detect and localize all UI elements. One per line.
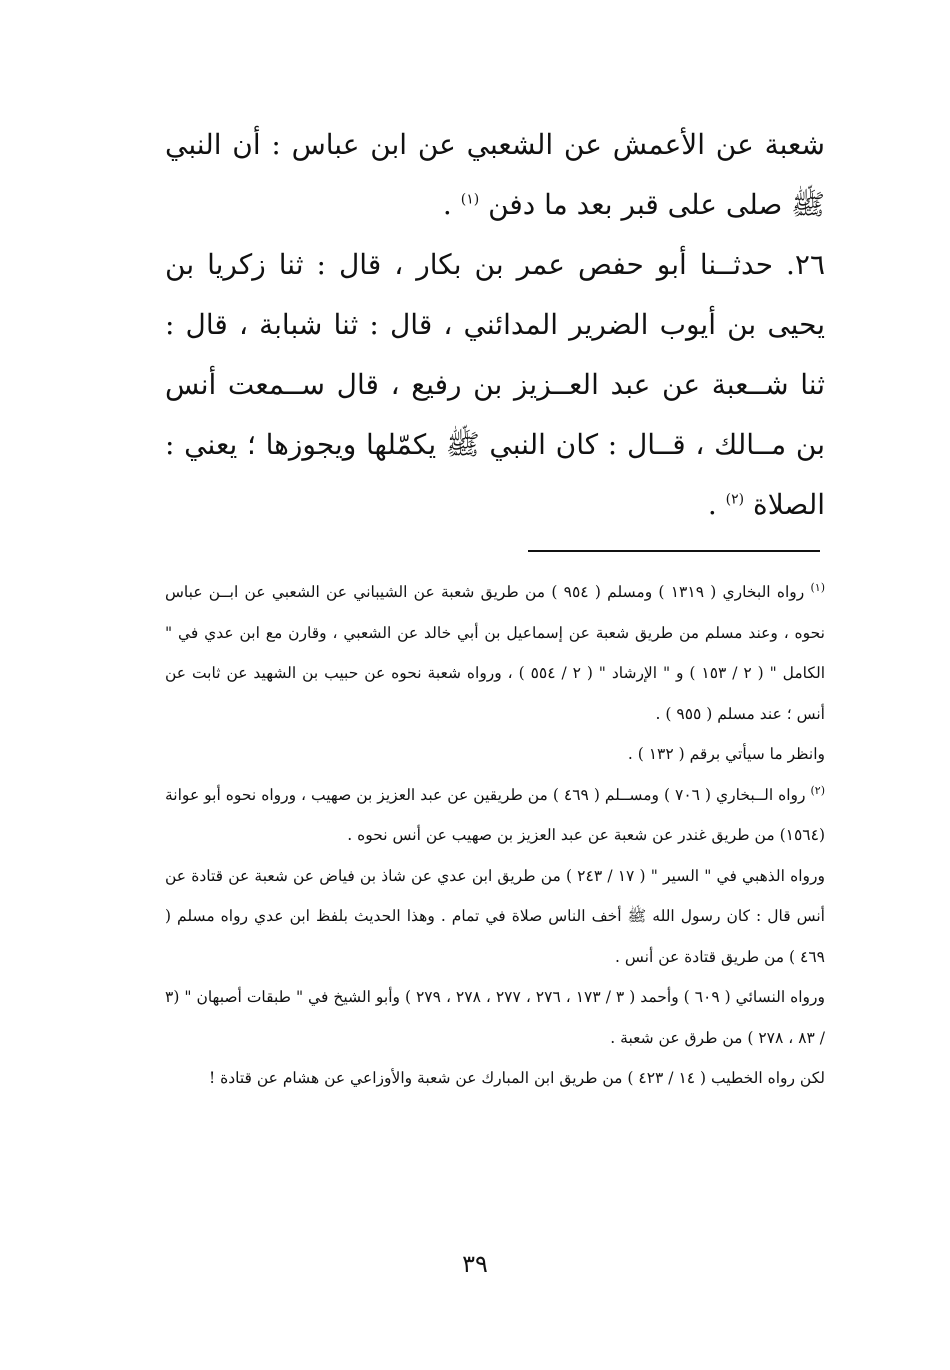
- footnote-2: [165, 775, 825, 856]
- paragraph-1-text: شعبة عن الأعمش عن الشعبي عن ابن عباس : أن النبي ﷺ صلى على قبر بعد ما دفن: [165, 128, 825, 221]
- footnote-line: لكن رواه الخطيب ( ١٤ / ٤٢٣ ) من طريق ابن المبارك عن شعبة والأوزاعي عن هشام عن قتادة !: [208, 1069, 825, 1087]
- footnotes: [165, 572, 825, 1099]
- footnote-text: رواه البخاري ( ١٣١٩ ) ومسلم ( ٩٥٤ ) من طريق شعبة عن الشيباني عن الشعبي عن ابــن عباس نحوه ، وعند مسلم من طريق شعبة عن إسماعيل بن أبي خالد عن الشعبي ، وقارن مع ابن عدي في " الكامل " ( ٢ / ١٥٣ ) و " الإرشاد " ( ٢ / ٥٥٤ ) ، ورواه شعبة نحوه عن حبيب بن الشهيد عن ثابت عن أنس ؛ عند مسلم ( ٩٥٥ ) .: [165, 583, 825, 723]
- footnote-1: [165, 572, 825, 734]
- paragraph-2-text: ٢٦. حدثــنا أبو حفص عمر بن بكار ، قال : ثنا زكريا بن يحيى بن أيوب الضرير المدائني ، قال : ثنا شبابة ، قال : ثنا شــعبة عن عبد العــزيز بن رفيع ، قال ســمعت أنس بن مــالك ، قــال : كان النبي ﷺ يكمّلها ويجوزها ؛ يعني : الصلاة: [165, 248, 825, 521]
- footnote-text: رواه الــبخاري ( ٧٠٦ ) ومســلم ( ٤٦٩ ) من طريقين عن عبد العزيز بن صهيب ، ورواه نحوه أبو عوانة (١٥٦٤) من طريق غندر عن شعبة عن عبد العزيز بن صهيب عن أنس نحوه .: [165, 785, 825, 844]
- paragraph-2: [165, 235, 825, 535]
- main-text: [165, 115, 825, 535]
- footnote-mark: (١): [810, 580, 825, 594]
- footnote-mark: (٢): [810, 783, 826, 797]
- footnote-divider: [528, 550, 820, 552]
- footnote-ref-1: (١): [460, 191, 480, 208]
- footnote-line: وانظر ما سيأتي برقم ( ١٣٢ ) .: [627, 745, 825, 763]
- paragraph-2-end: .: [707, 488, 726, 521]
- paragraph-1: [165, 115, 825, 235]
- footnote-line: ورواه النسائي ( ٦٠٩ ) وأحمد ( ٣ / ١٧٣ ، ٢٧٦ ، ٢٧٧ ، ٢٧٨ ، ٢٧٩ ) وأبو الشيخ في " طبقات أصبهان " (٣ / ٨٣ ، ٢٧٨ ) من طرق عن شعبة .: [165, 988, 826, 1047]
- footnote-ref-2: (٢): [725, 491, 745, 508]
- page-number: ٣٩: [462, 1250, 488, 1278]
- paragraph-1-end: .: [442, 188, 461, 221]
- footnote-line: ورواه الذهبي في " السير " ( ١٧ / ٢٤٣ ) من طريق ابن عدي عن شاذ بن فياض عن شعبة عن قتادة عن أنس قال : كان رسول الله ﷺ أخف الناس صلاة في تمام . وهذا الحديث بلفظ ابن عدي رواه مسلم ( ٤٦٩ ) من طريق قتادة عن أنس .: [165, 866, 825, 966]
